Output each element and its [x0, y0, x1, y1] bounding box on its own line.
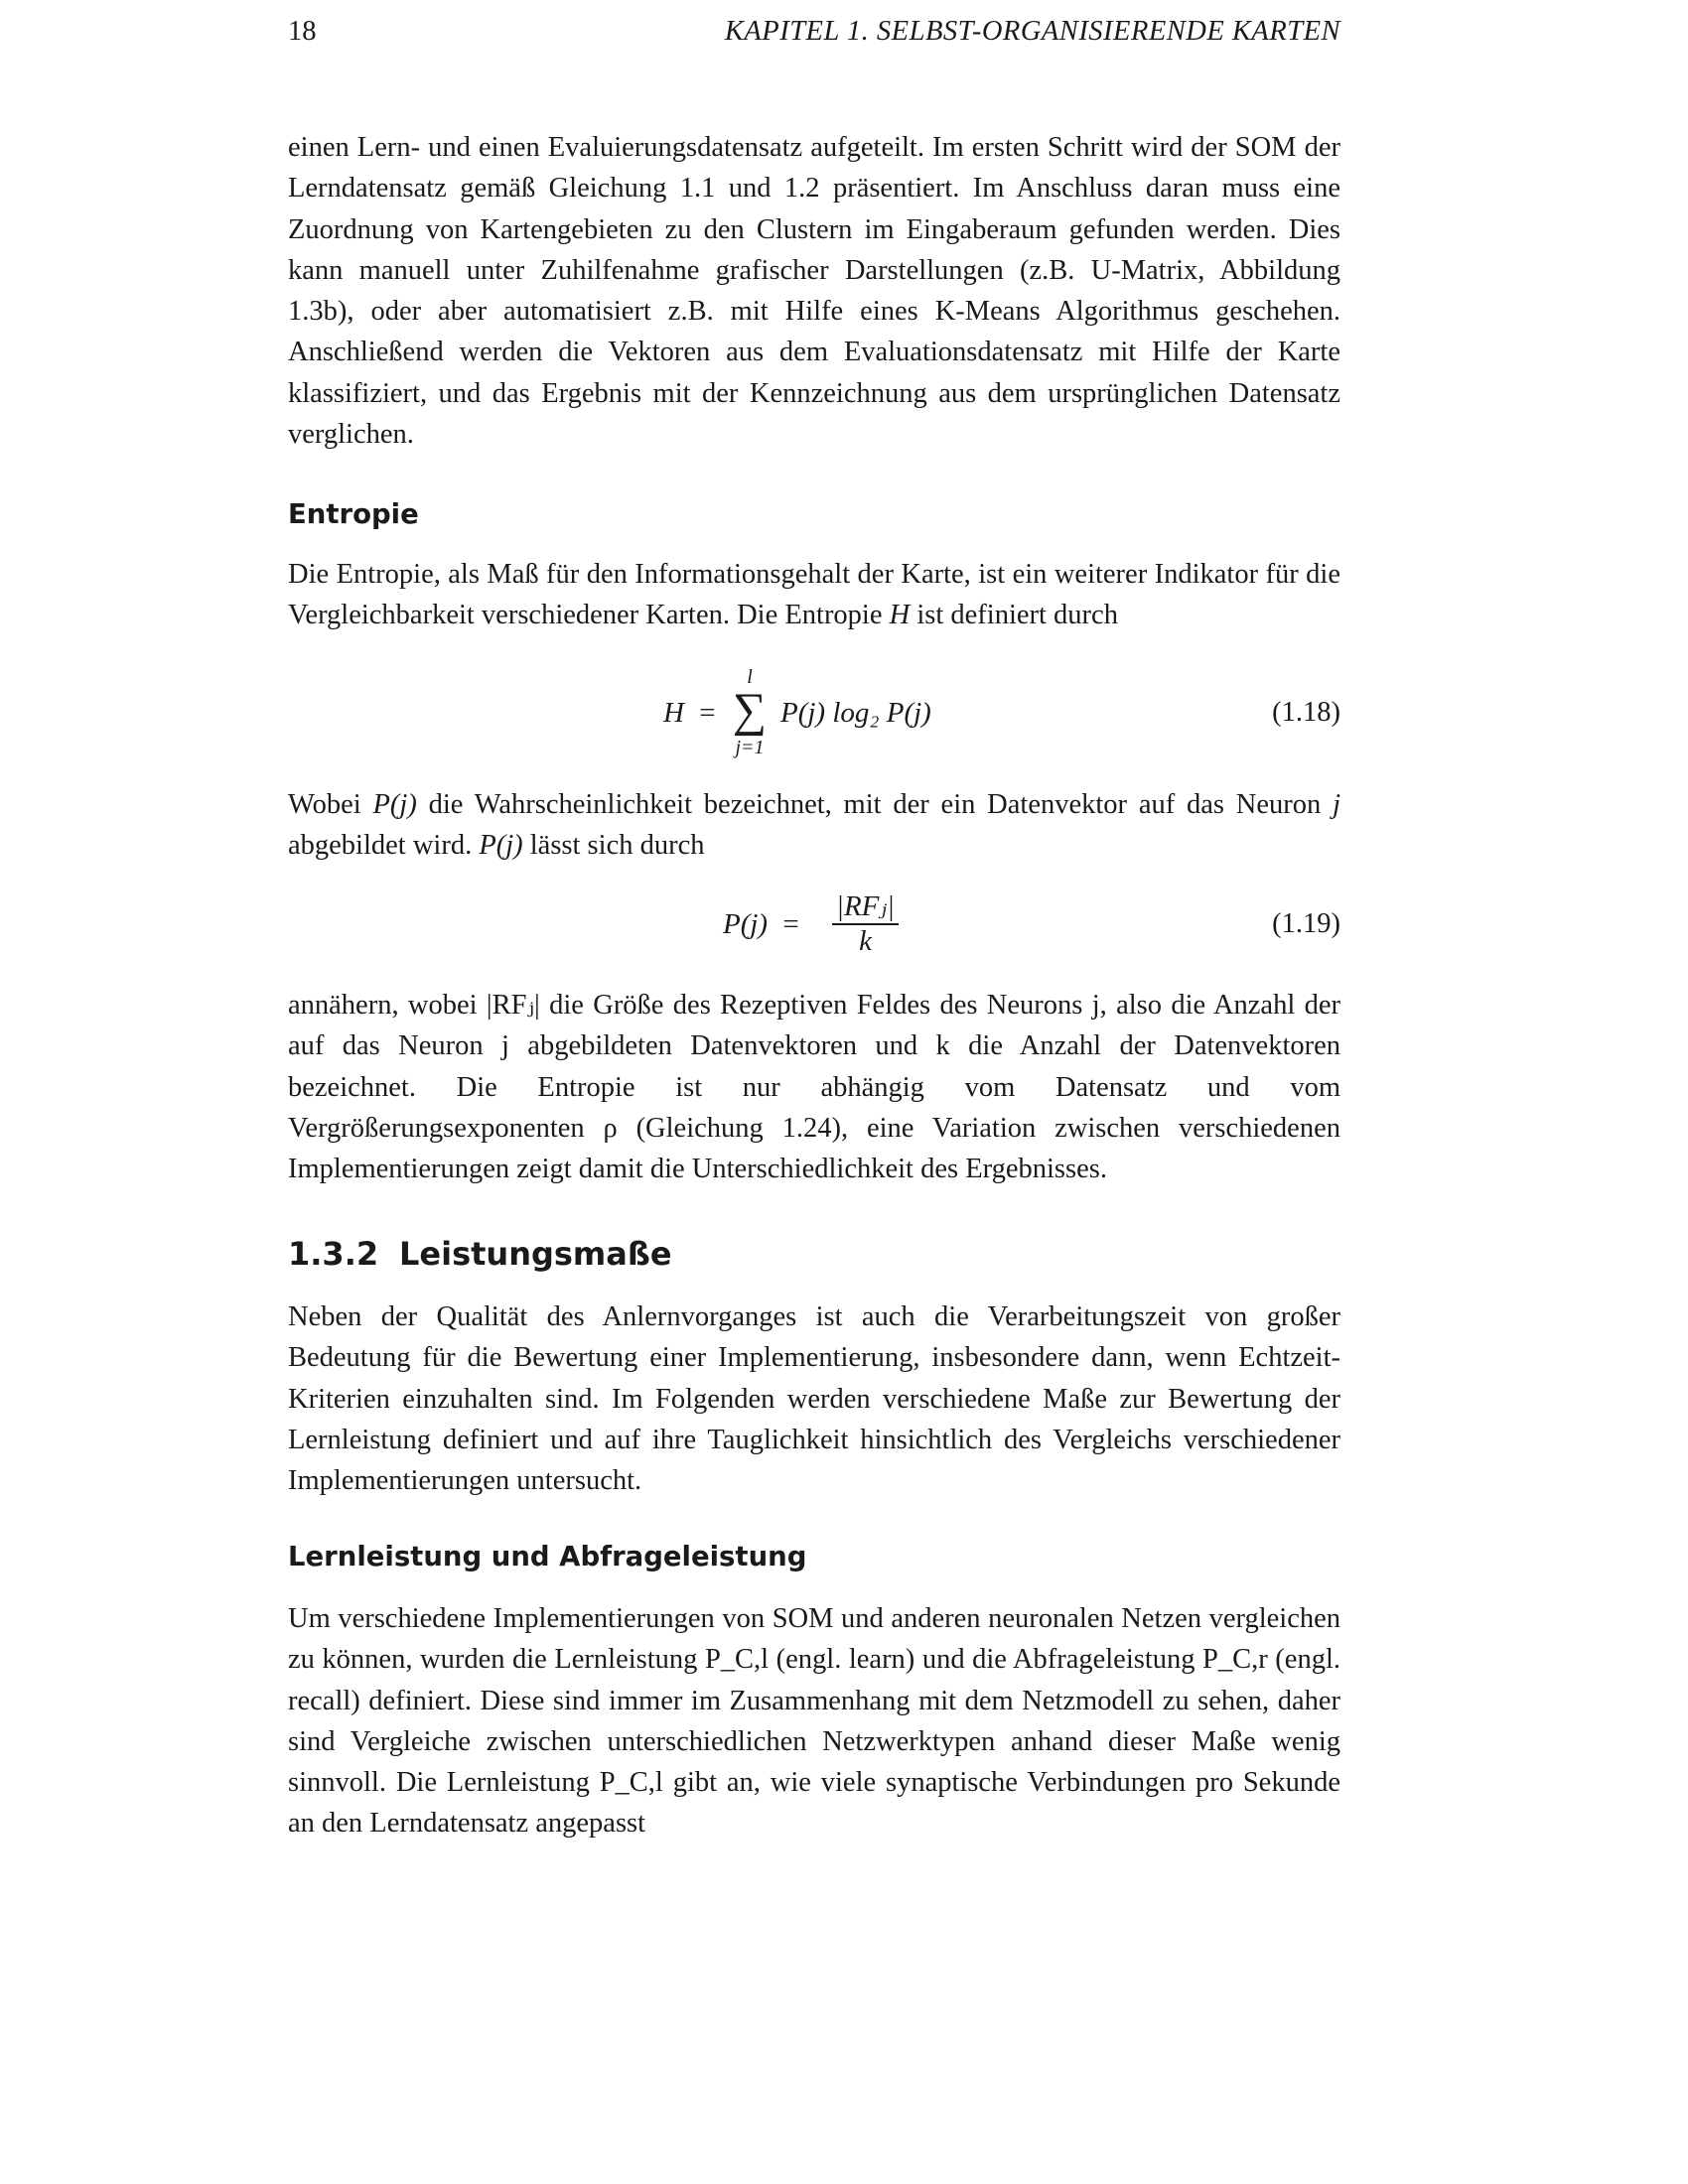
intro-paragraph: einen Lern- und einen Evaluierungsdatensatz aufgeteilt. Im ersten Schritt wird der SOM der Lerndatensatz gemäß Gleichung 1.1 und 1.2 präsentiert. Im Anschluss daran muss eine Zuordnung von Kartengebieten zu den Clustern im Eingaberaum gefunden werden. Dies kann manuell unter Zuhilfenahme grafischer Darstellungen (z.B. U-Matrix, Abbildung 1.3b), oder aber automatisiert z.B. mit Hilfe eines K-Means Algorithmus geschehen. Anschließend werden die Vektoren aus dem Evaluationsdatensatz mit Hilfe der Karte klassifiziert, und das Ergebnis mit der Kennzeichnung aus dem ursprünglichen Datensatz verglichen.: [288, 132, 1340, 451]
entropie-paragraph-1: Die Entropie, als Maß für den Informationsgehalt der Karte, ist ein weiterer Indikator für die Vergleichbarkeit verschiedener Karten. Die Entropie H ist definiert durch: [288, 559, 1340, 631]
eq2-equals: =: [782, 908, 799, 940]
var-h: H: [889, 600, 911, 631]
eq2-denominator: k: [859, 925, 872, 957]
eq2-lhs: P(j): [723, 908, 769, 940]
entropie-paragraph-2-block: [288, 784, 1340, 867]
equation-1-18: [288, 667, 1340, 776]
entropie-heading: Entropie: [288, 498, 419, 530]
equation-1-19: [288, 888, 1340, 973]
chapter-title: KAPITEL 1. SELBST-ORGANISIERENDE KARTEN: [724, 16, 1340, 47]
lernleistung-heading: Lernleistung und Abfrageleistung: [288, 1541, 807, 1572]
section-title: Leistungsmaße: [399, 1235, 672, 1273]
sum-operator: [725, 667, 774, 760]
entropie-paragraph-3-block: [288, 985, 1340, 1189]
section-paragraph-block: [288, 1297, 1340, 1501]
eq1-number: (1.18): [1272, 697, 1340, 728]
sigma-symbol: ∑: [732, 684, 768, 737]
eq1-lhs: H: [663, 697, 684, 729]
sum-lower: j=1: [735, 737, 765, 758]
page-header: [288, 16, 1340, 56]
entropie-paragraph-1-block: [288, 554, 1340, 636]
section-paragraph: Neben der Qualität des Anlernvorganges ist auch die Verarbeitungszeit von großer Bedeutung für die Bewertung einer Implementierung, insbesondere dann, wenn Echtzeit-Kriterien einzuhalten sind. Im Folgenden werden verschiedene Maße zur Bewertung der Lernleistung definiert und auf ihre Tauglichkeit hinsichtlich des Vergleichs verschiedener Implementierungen untersucht.: [288, 1301, 1340, 1497]
eq1-body: P(j) log₂ P(j): [780, 697, 931, 729]
intro-paragraph-block: [288, 127, 1340, 455]
page-number: 18: [288, 16, 317, 47]
section-number: 1.3.2: [288, 1235, 379, 1273]
eq2-number: (1.19): [1272, 908, 1340, 939]
eq2-numerator: |RFⱼ|: [832, 888, 899, 925]
eq1-equals: =: [699, 697, 716, 729]
lernleistung-paragraph: Um verschiedene Implementierungen von SOM und anderen neuronalen Netzen vergleichen zu können, wurden die Lernleistung P_C,l (engl. learn) und die Abfrageleistung P_C,r (engl. recall) definiert. Diese sind immer im Zusammenhang mit dem Netzmodell zu sehen, daher sind Vergleiche zwischen unterschiedlichen Netzwerktypen anhand dieser Maße wenig sinnvoll. Die Lernleistung P_C,l gibt an, wie viele synaptische Verbindungen pro Sekunde an den Lerndatensatz angepasst: [288, 1603, 1340, 1840]
eq2-fraction: [832, 888, 899, 958]
sum-upper: l: [747, 666, 753, 688]
lernleistung-paragraph-block: [288, 1598, 1340, 1844]
section-heading: [288, 1235, 672, 1273]
entropie-paragraph-2: Wobei P(j) die Wahrscheinlichkeit bezeichnet, mit der ein Datenvektor auf das Neuron j abgebildet wird. P(j) lässt sich durch: [288, 789, 1341, 862]
entropie-paragraph-3: annähern, wobei |RFⱼ| die Größe des Rezeptiven Feldes des Neurons j, also die Anzahl der auf das Neuron j abgebildeten Datenvektoren und k die Anzahl der Datenvektoren bezeichnet. Die Entropie ist nur abhängig vom Datensatz und vom Vergrößerungsexponenten ρ (Gleichung 1.24), eine Variation zwischen verschiedenen Implementierungen zeigt damit die Unterschiedlichkeit des Ergebnisses.: [288, 990, 1340, 1185]
